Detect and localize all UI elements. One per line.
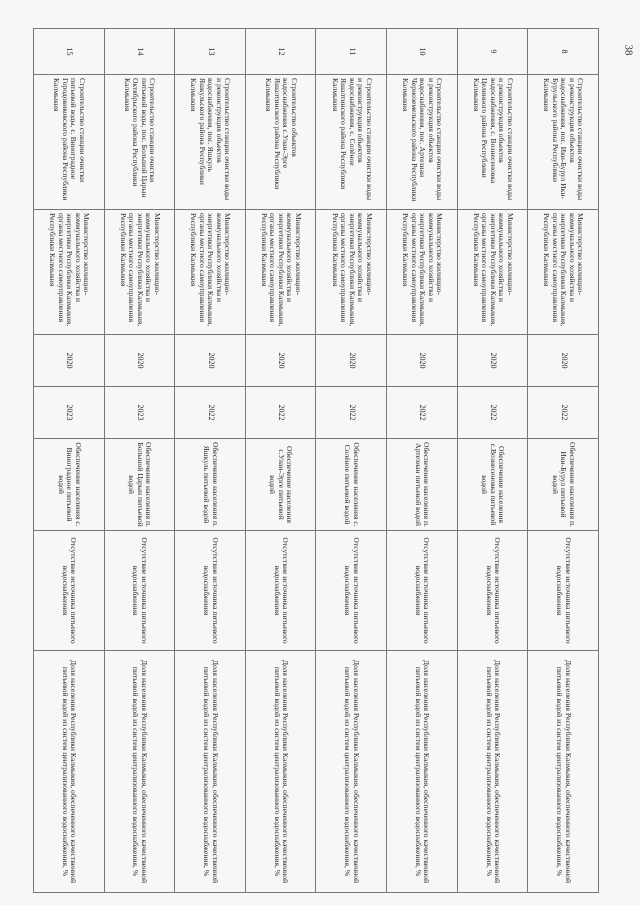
end-year: 2022 [175,387,246,439]
page-number: 38 [622,44,635,56]
start-year: 2020 [387,335,458,387]
expected-result: Обеспечение населения п. Артезиан питьевой водой [387,439,458,531]
row-number: 10 [387,29,458,75]
end-year: 2022 [316,387,387,439]
indicator: Доля населения Республики Калмыкия, обеспеченного качественной питьевой водой из систем централизованного водоснабжения, % [387,651,458,893]
executor: Министерство жилищно-коммунального хозяйства и энергетики Республики Калмыкия, органы местного самоуправления Республики Калмыкия [528,210,599,335]
measure-name: Строительство станции очистки питьевой воды, пос. Большой Царын Октябрьского района Республики Калмыкия [104,75,175,210]
non-implementation-consequence: Отсутствие источника питьевого водоснабжения [457,531,528,651]
start-year: 2020 [528,335,599,387]
non-implementation-consequence: Отсутствие источника питьевого водоснабжения [34,531,105,651]
measure-name: Строительство станции очистки воды и реконструкция объектов водоснабжения, с. Вознесеновка Целинного района Республики Калмыкия [457,75,528,210]
end-year: 2022 [528,387,599,439]
measure-name: Строительство станции очистки воды и реконструкция объектов водоснабжения, с. Солёное Яшалтинского района Республики Калмыкия [316,75,387,210]
end-year: 2023 [104,387,175,439]
non-implementation-consequence: Отсутствие источника питьевого водоснабжения [316,531,387,651]
expected-result: Обеспечение населения п. Большой Царын питьевой водой [104,439,175,531]
table-row [316,29,387,893]
executor: Министерство жилищно-коммунального хозяйства и энергетики Республики Калмыкия, органы местного самоуправления Республики Калмыкия [387,210,458,335]
non-implementation-consequence: Отсутствие источника питьевого водоснабжения [245,531,316,651]
end-year: 2023 [34,387,105,439]
indicator: Доля населения Республики Калмыкия, обеспеченного качественной питьевой водой из систем централизованного водоснабжения, % [316,651,387,893]
row-number: 14 [104,29,175,75]
start-year: 2020 [34,335,105,387]
table-row [104,29,175,893]
expected-result: Обеспечение населения с. Солёное питьевой водой [316,439,387,531]
row-number: 15 [34,29,105,75]
table-row [387,29,458,893]
non-implementation-consequence: Отсутствие источника питьевого водоснабжения [175,531,246,651]
indicator: Доля населения Республики Калмыкия, обеспеченного качественной питьевой водой из систем централизованного водоснабжения, % [245,651,316,893]
table-row [457,29,528,893]
executor: Министерство жилищно-коммунального хозяйства и энергетики Республики Калмыкия, органы местного самоуправления Республики Калмыкия [457,210,528,335]
indicator: Доля населения Республики Калмыкия, обеспеченного качественной питьевой водой из систем централизованного водоснабжения, % [457,651,528,893]
non-implementation-consequence: Отсутствие источника питьевого водоснабжения [104,531,175,651]
expected-result: Обеспечение населения с.Вознесеновка питьевой водой [457,439,528,531]
non-implementation-consequence: Отсутствие источника питьевого водоснабжения [387,531,458,651]
measure-name: Строительство станции очистки воды и реконструкция объектов водоснабжения, пос. Ики-Бурул Ики-Бурульского района Республики Калмыкия [528,75,599,210]
indicator: Доля населения Республики Калмыкия, обеспеченного качественной питьевой водой из систем централизованного водоснабжения, % [528,651,599,893]
row-number: 13 [175,29,246,75]
start-year: 2020 [104,335,175,387]
end-year: 2022 [387,387,458,439]
start-year: 2020 [457,335,528,387]
expected-result: Обеспечение населения п. Яшкуль питьевой водой [175,439,246,531]
expected-result: Обеспечение населения п. Ики-Бурул питьевой водой [528,439,599,531]
start-year: 2020 [245,335,316,387]
table-container [33,28,599,892]
executor: Министерство жилищно-коммунального хозяйства и энергетики Республики Калмыкия, органы местного самоуправления Республики Калмыкия [316,210,387,335]
end-year: 2022 [457,387,528,439]
measure-name: Строительство станции очистки воды и реконструкция объектов водоснабжения, пос. Артезиан Черноземельского района Республики Калмыкия [387,75,458,210]
rotated-table [33,28,599,892]
start-year: 2020 [175,335,246,387]
expected-result: Обеспечение населения с.Улан-Эрге питьевой водой [245,439,316,531]
non-implementation-consequence: Отсутствие источника питьевого водоснабжения [528,531,599,651]
indicator: Доля населения Республики Калмыкия, обеспеченного качественной питьевой водой из систем централизованного водоснабжения, % [104,651,175,893]
table-row [34,29,105,893]
row-number: 8 [528,29,599,75]
measure-name: Строительство объектов водоснабжения с.Улан-Эрге Яшалтинского района Республики Калмыкия [245,75,316,210]
indicator: Доля населения Республики Калмыкия, обеспеченного качественной питьевой водой из систем централизованного водоснабжения, % [175,651,246,893]
measure-name: Строительство станции очистки воды и реконструкция объектов водоснабжения, пос. Яшкуль Яшкульского района Республики Калмыкия [175,75,246,210]
end-year: 2022 [245,387,316,439]
executor: Министерство жилищно-коммунального хозяйства и энергетики Республики Калмыкия, органы местного самоуправления Республики Калмыкия [175,210,246,335]
measure-name: Строительство станции очистки питьевой воды, с. Виноградное Городовиковского района Республики Калмыкия [34,75,105,210]
row-number: 12 [245,29,316,75]
executor: Министерство жилищно-коммунального хозяйства и энергетики Республики Калмыкия, органы местного самоуправления Республики Калмыкия [245,210,316,335]
measures-table [33,28,599,893]
start-year: 2020 [316,335,387,387]
table-row [175,29,246,893]
row-number: 11 [316,29,387,75]
expected-result: Обеспечение населения с. Виноградное питьевой водой [34,439,105,531]
row-number: 9 [457,29,528,75]
table-row [245,29,316,893]
indicator: Доля населения Республики Калмыкия, обеспеченного качественной питьевой водой из систем централизованного водоснабжения, % [34,651,105,893]
executor: Министерство жилищно-коммунального хозяйства и энергетики Республики Калмыкия, органы местного самоуправления Республики Калмыкия [34,210,105,335]
executor: Министерство жилищно-коммунального хозяйства и энергетики Республики Калмыкия, органы местного самоуправления Республики Калмыкия [104,210,175,335]
table-row [528,29,599,893]
